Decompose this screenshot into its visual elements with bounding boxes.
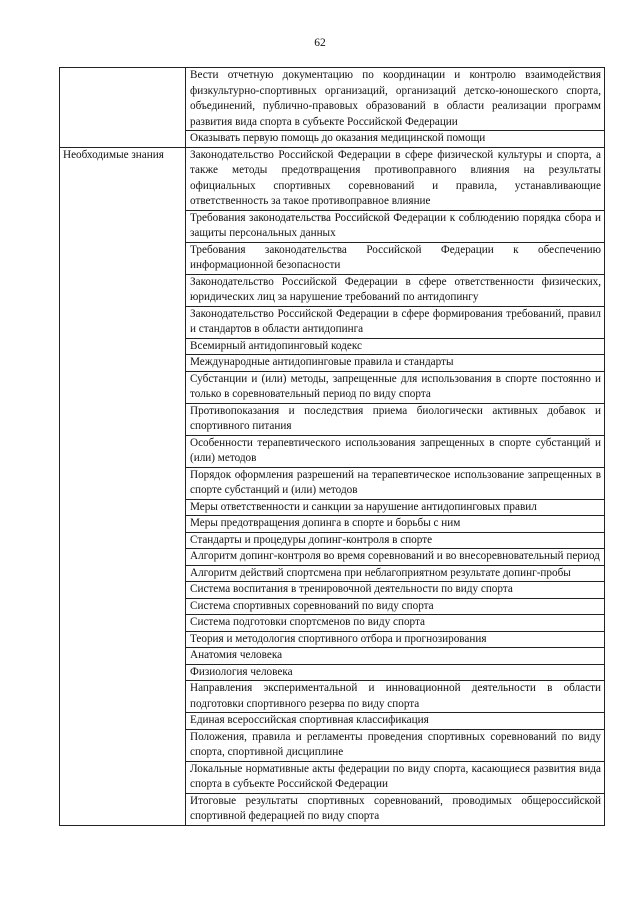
requirement-item: Система воспитания в тренировочной деятельности по виду спорта (186, 582, 605, 599)
requirement-item: Законодательство Российской Федерации в сфере ответственности физических, юридических лиц за нарушение требований по антидопингу (186, 274, 605, 306)
requirement-item: Всемирный антидопинговый кодекс (186, 338, 605, 355)
requirement-item: Меры ответственности и санкции за нарушение антидопинговых правил (186, 499, 605, 516)
table-row (60, 68, 605, 131)
requirement-item: Порядок оформления разрешений на терапевтическое использование запрещенных в спорте субстанций и (или) методов (186, 467, 605, 499)
table-row (60, 147, 605, 210)
requirement-item: Единая всероссийская спортивная классификация (186, 713, 605, 730)
requirement-item: Особенности терапевтического использования запрещенных в спорте субстанций и (или) методов (186, 435, 605, 467)
requirement-item: Итоговые результаты спортивных соревнований, проводимых общероссийской спортивной федерацией по виду спорта (186, 793, 605, 825)
requirement-item: Законодательство Российской Федерации в сфере физической культуры и спорта, а также методы предотвращения противоправного влияния на результаты официальных спортивных соревнований и правила, устанавливающие ответственность за такое противоправное влияние (186, 147, 605, 210)
requirement-item: Теория и методология спортивного отбора и прогнозирования (186, 631, 605, 648)
requirement-item: Алгоритм допинг-контроля во время соревнований и во внесоревновательный период (186, 549, 605, 566)
requirement-item: Направления экспериментальной и инновационной деятельности в области подготовки спортивного резерва по виду спорта (186, 681, 605, 713)
requirement-item: Алгоритм действий спортсмена при неблагоприятном результате допинг-пробы (186, 565, 605, 582)
requirement-item: Меры предотвращения допинга в спорте и борьбы с ним (186, 516, 605, 533)
requirement-item: Физиология человека (186, 664, 605, 681)
requirement-item: Законодательство Российской Федерации в сфере формирования требований, правил и стандартов в области антидопинга (186, 306, 605, 338)
requirement-item: Стандарты и процедуры допинг-контроля в спорте (186, 532, 605, 549)
section-label-empty (60, 68, 186, 148)
requirement-item: Анатомия человека (186, 648, 605, 665)
requirement-item: Система подготовки спортсменов по виду спорта (186, 615, 605, 632)
requirement-item: Международные антидопинговые правила и стандарты (186, 355, 605, 372)
requirements-table-body (60, 68, 605, 826)
page-number: 62 (314, 37, 326, 49)
requirement-item: Локальные нормативные акты федерации по виду спорта, касающиеся развития вида спорта в субъекте Российской Федерации (186, 761, 605, 793)
requirement-item: Субстанции и (или) методы, запрещенные для использования в спорте постоянно и только в соревновательный период по виду спорта (186, 371, 605, 403)
requirement-item: Система спортивных соревнований по виду спорта (186, 598, 605, 615)
requirement-item: Вести отчетную документацию по координации и контролю взаимодействия физкультурно-спортивных организаций, организаций детско-юношеского спорта, объединений, публично-правовых образований в области реализации программ развития вида спорта в субъекте Российской Федерации (186, 68, 605, 131)
section-label-knowledge: Необходимые знания (60, 147, 186, 825)
requirements-table (59, 67, 605, 826)
requirement-item: Оказывать первую помощь до оказания медицинской помощи (186, 131, 605, 148)
requirement-item: Требования законодательства Российской Федерации к соблюдению порядка сбора и защиты персональных данных (186, 210, 605, 242)
requirement-item: Требования законодательства Российской Федерации к обеспечению информационной безопасности (186, 242, 605, 274)
requirement-item: Противопоказания и последствия приема биологически активных добавок и спортивного питания (186, 403, 605, 435)
requirement-item: Положения, правила и регламенты проведения спортивных соревнований по виду спорта, спортивной дисциплине (186, 729, 605, 761)
